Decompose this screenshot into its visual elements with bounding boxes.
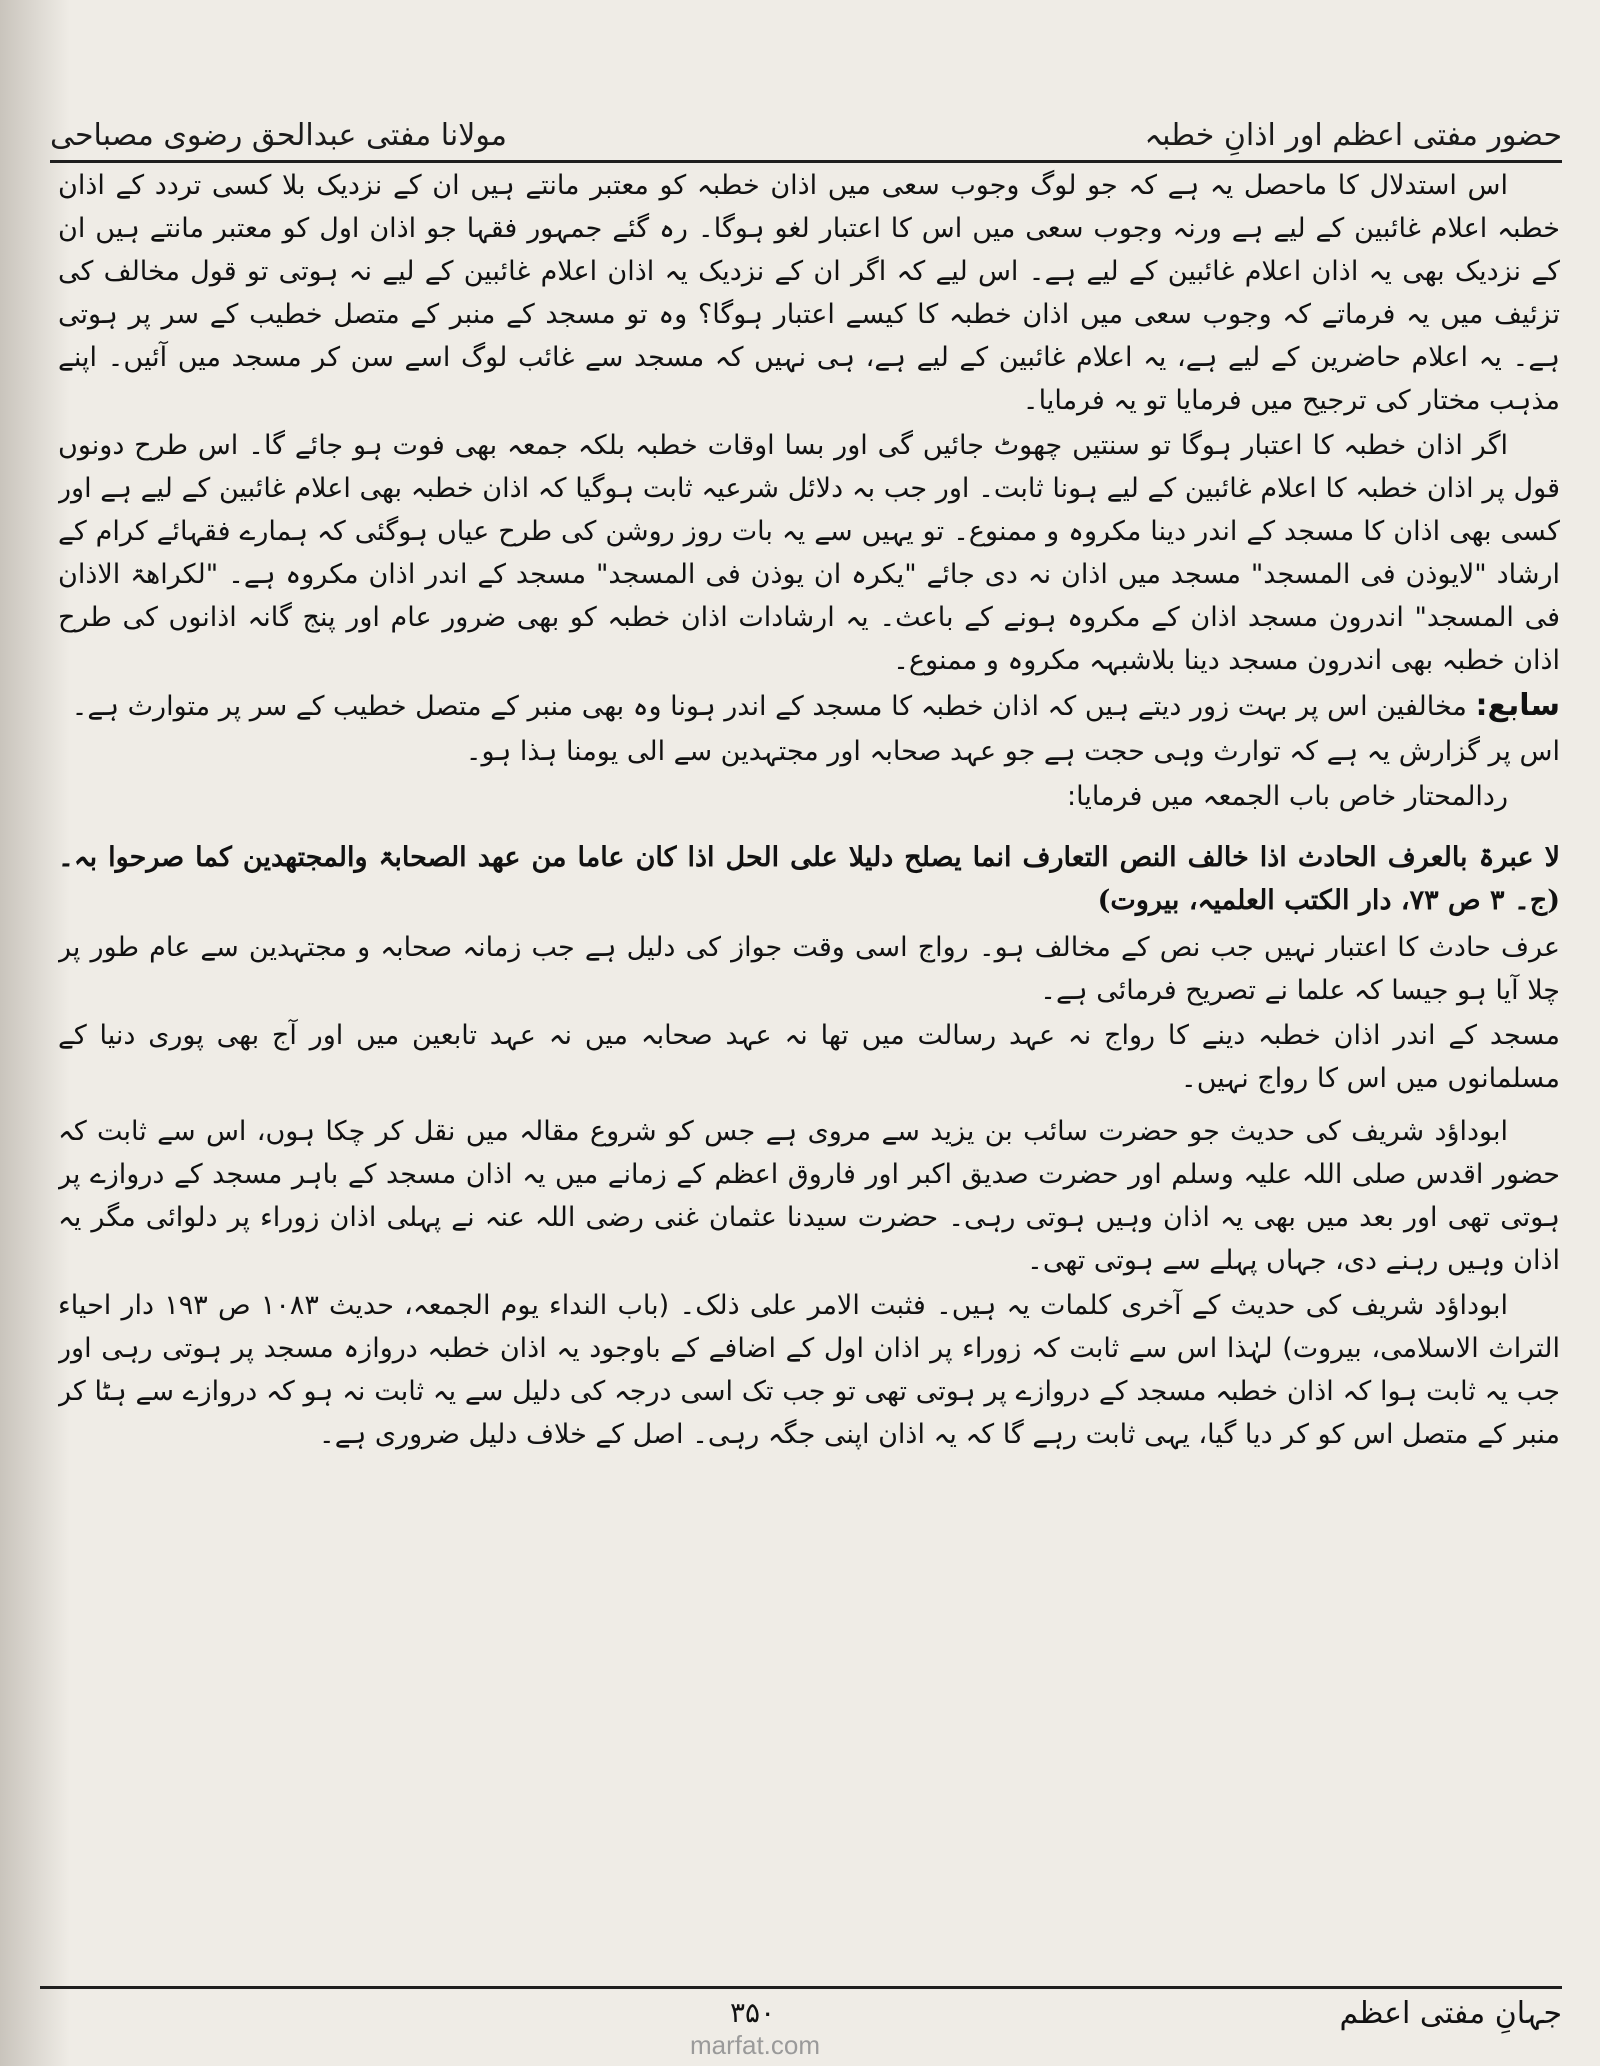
- paragraph-1: اس استدلال کا ماحصل یہ ہے کہ جو لوگ وجوب سعی میں اذان خطبہ کو معتبر مانتے ہیں ان کے نزدیک بلا کسی تردد کے اذان خطبہ اعلام غائبین کے لیے ہے ورنہ وجوب سعی میں اس کا اعتبار لغو ہوگا۔ رہ گئے جمہور فقہا جو اذان اول کو معتبر مانتے ہیں ان کے نزدیک بھی یہ اذان اعلام غائبین کے لیے ہے۔ اس لیے کہ اگر ان کے نزدیک یہ اذان اعلام غائبین کے لیے نہ ہوتی تو قول مخالف کی تزئیف میں یہ فرماتے کہ وجوب سعی میں اذان خطبہ کا کیسے اعتبار ہوگا؟ وہ تو مسجد کے منبر کے متصل خطیب کے سر پر ہوتی ہے۔ یہ اعلام حاضرین کے لیے ہے، یہ اعلام غائبین کے لیے ہے، ہی نہیں کہ مسجد سے غائب لوگ اسے سن کر مسجد میں آئیں۔ اپنے مذہب مختار کی ترجیح میں فرمایا تو یہ فرمایا۔: [58, 170, 1560, 416]
- paragraph-3: [58, 684, 1560, 728]
- header-title: حضور مفتی اعظم اور اذانِ خطبہ: [1144, 118, 1562, 153]
- paragraph-3-text: مخالفین اس پر بہت زور دیتے ہیں کہ اذان خطبہ کا مسجد کے اندر ہونا وہ بھی منبر کے متصل خطیب کے سر پر متوارث ہے۔: [71, 691, 1467, 722]
- footer-title: جہانِ مفتی اعظم: [1339, 1996, 1562, 2031]
- running-header: [50, 92, 1562, 163]
- header-author: مولانا مفتی عبدالحق رضوی مصباحی: [50, 118, 507, 153]
- paragraph-4: اس پر گزارش یہ ہے کہ توارث وہی حجت ہے جو عہد صحابہ اور مجتہدین سے الی یومنا ہذا ہو۔: [465, 736, 1560, 767]
- paragraph-5: ردالمحتار خاص باب الجمعہ میں فرمایا:: [1067, 781, 1508, 812]
- paragraph-9: ابوداؤد شریف کی حدیث کے آخری کلمات یہ ہیں۔ فثبت الامر علی ذلک۔ (باب النداء یوم الجمعہ، حدیث ۱۰۸۳ ص ۱۹۳ دار احیاء التراث الاسلامی، بیروت) لہٰذا اس سے ثابت کہ زوراء پر اذان اول کے اضافے کے باوجود یہ اذان خطبہ دروازہ مسجد پر ہوتی رہی اور جب یہ ثابت ہوا کہ اذان خطبہ مسجد کے دروازے پر ہوتی تھی تو جب تک اسی درجہ کی دلیل سے یہ ثابت نہ ہو کہ دروازے سے ہٹا کر منبر کے متصل اس کو کر دیا گیا، یہی ثابت رہے گا کہ یہ اذان اپنی جگہ رہی۔ اصل کے خلاف دلیل ضروری ہے۔: [58, 1290, 1560, 1450]
- article-body: [58, 164, 1560, 1980]
- paragraph-6: عرف حادث کا اعتبار نہیں جب نص کے مخالف ہو۔ رواج اسی وقت جواز کی دلیل ہے جب زمانہ صحابہ و مجتہدین سے عام طور پر چلا آیا ہو جیسا کہ علما نے تصریح فرمائی ہے۔: [58, 932, 1560, 1006]
- arabic-quotation: لا عبرۃ بالعرف الحادث اذا خالف النص التعارف انما یصلح دلیلا علی الحل اذا کان عاما من عھد الصحابۃ والمجتھدین کما صرحوا بہ۔ (ج۔ ۳ ص ۷۳، دار الکتب العلمیہ، بیروت): [58, 842, 1560, 916]
- paragraph-2: اگر اذان خطبہ کا اعتبار ہوگا تو سنتیں چھوٹ جائیں گی اور بسا اوقات خطبہ بلکہ جمعہ بھی فوت ہو جائے گا۔ اس طرح دونوں قول پر اذان خطبہ کا اعلام غائبین کے لیے ہونا ثابت۔ اور جب بہ دلائل شرعیہ ثابت ہوگیا کہ اذان خطبہ بھی اعلام غائبین کے لیے ہے اور کسی بھی اذان کا مسجد کے اندر دینا مکروہ و ممنوع۔ تو یہیں سے یہ بات روز روشن کی طرح عیاں ہوگئی کہ ہمارے فقہائے کرام کے ارشاد "لایوذن فی المسجد" مسجد میں اذان نہ دی جائے "یکرہ ان یوذن فی المسجد" مسجد کے اندر اذان مکروہ ہے۔ "لکراھۃ الاذان فی المسجد" اندرون مسجد اذان کے مکروہ ہونے کے باعث۔ یہ ارشادات اذان خطبہ کو بھی ضرور عام اور پنج گانہ اذانوں کی طرح اذان خطبہ بھی اندرون مسجد دینا بلاشبہہ مکروہ و ممنوع۔: [58, 430, 1560, 676]
- section-term: سابع:: [1475, 688, 1560, 723]
- page-number: ۳۵۰: [730, 1996, 776, 2029]
- footer-rule: [40, 1986, 1562, 1989]
- paragraph-8: ابوداؤد شریف کی حدیث جو حضرت سائب بن یزید سے مروی ہے جس کو شروع مقالہ میں نقل کر چکا ہوں، اس سے ثابت کہ حضور اقدس صلی اللہ علیہ وسلم اور حضرت صدیق اکبر اور فاروق اعظم کے زمانے میں یہ اذان مسجد کے باہر مسجد کے دروازے پر ہوتی تھی اور بعد میں بھی یہ اذان وہیں ہوتی رہی۔ حضرت سیدنا عثمان غنی رضی اللہ عنہ نے پہلی اذان زوراء پر دلوائی مگر یہ اذان وہیں رہنے دی، جہاں پہلے سے ہوتی تھی۔: [58, 1116, 1560, 1276]
- paragraph-7: مسجد کے اندر اذان خطبہ دینے کا رواج نہ عہد رسالت میں تھا نہ عہد صحابہ میں نہ عہد تابعین میں اور آج بھی پوری دنیا کے مسلمانوں میں اس کا رواج نہیں۔: [58, 1020, 1560, 1094]
- watermark: marfat.com: [690, 2030, 821, 2060]
